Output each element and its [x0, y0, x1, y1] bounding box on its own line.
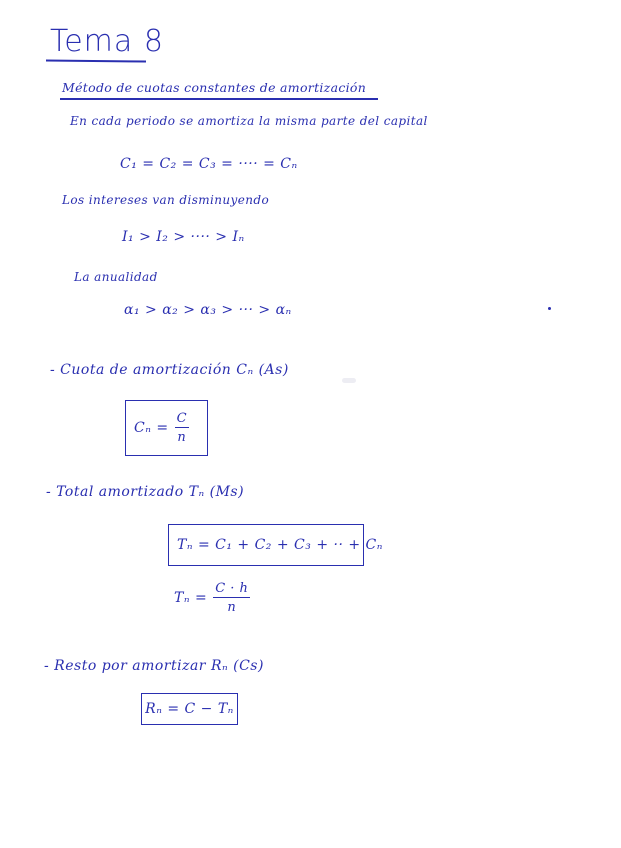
interest-inequality: I₁ > I₂ > ···· > Iₙ	[122, 229, 245, 245]
ink-dot	[548, 307, 551, 310]
intro-line-interest: Los intereses van disminuyendo	[62, 193, 270, 207]
page-title: Tema 8	[50, 24, 164, 59]
total-fraction	[213, 582, 250, 614]
annuity-inequality: α₁ > α₂ > α₃ > ··· > αₙ	[124, 302, 292, 318]
intro-line-capital: En cada periodo se amortiza la misma parte del capital	[70, 114, 428, 128]
title-underline	[46, 59, 146, 62]
resto-formula-box	[141, 693, 238, 725]
total-lhs: Tₙ =	[174, 590, 208, 606]
total-fraction-formula	[174, 582, 250, 614]
cuota-formula-box	[125, 400, 208, 456]
cuota-lhs: Cₙ =	[134, 420, 169, 436]
cuota-denominator: n	[177, 430, 187, 445]
cuota-numerator: C	[176, 411, 188, 426]
intro-line-annuity: La anualidad	[74, 270, 158, 284]
heading-underline	[60, 98, 378, 100]
section-heading: Método de cuotas constantes de amortización	[62, 80, 367, 95]
total-formula-box	[168, 524, 383, 566]
cuota-fraction	[175, 412, 189, 444]
smudge	[342, 378, 356, 383]
total-label: - Total amortizado Tₙ (Ms)	[46, 484, 245, 500]
total-sum-equation: Tₙ = C₁ + C₂ + C₃ + ·· + Cₙ	[177, 537, 383, 553]
resto-equation: Rₙ = C − Tₙ	[145, 701, 234, 717]
cuota-label: - Cuota de amortización Cₙ (As)	[50, 362, 289, 378]
resto-label: - Resto por amortizar Rₙ (Cs)	[44, 658, 264, 674]
total-denominator: n	[227, 600, 237, 615]
total-numerator: C · h	[215, 581, 249, 596]
equal-quotas-equation: C₁ = C₂ = C₃ = ···· = Cₙ	[120, 156, 298, 172]
